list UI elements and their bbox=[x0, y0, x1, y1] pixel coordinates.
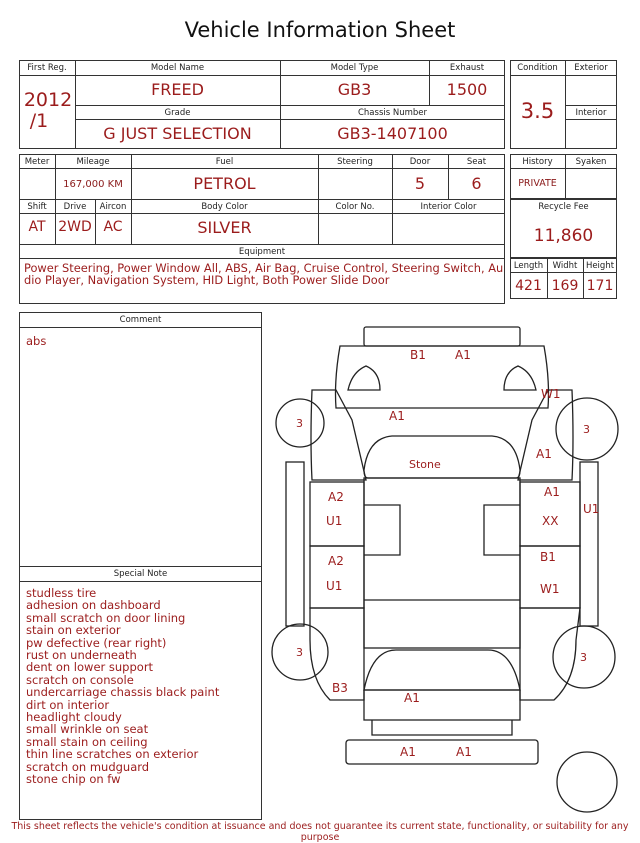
list-item: stain on exterior bbox=[26, 623, 121, 638]
width-value: 169 bbox=[551, 278, 579, 294]
windshield-outline bbox=[364, 436, 520, 478]
interior-label: Interior bbox=[575, 108, 607, 118]
mark-rear-door-left-2: U1 bbox=[326, 579, 343, 593]
model-type-value: GB3 bbox=[337, 80, 372, 99]
special-note-list bbox=[26, 587, 256, 786]
rear-bumper-outline bbox=[346, 740, 538, 764]
mark-hood: A1 bbox=[389, 409, 405, 423]
fuel-value: PETROL bbox=[193, 174, 256, 193]
history-value: PRIVATE bbox=[518, 178, 557, 189]
list-item: dent on lower support bbox=[26, 660, 154, 675]
mark-tire-rear-left: 3 bbox=[296, 646, 303, 659]
shift-label: Shift bbox=[27, 202, 47, 212]
drive-label: Drive bbox=[63, 202, 87, 212]
syaken-label: Syaken bbox=[575, 157, 607, 167]
height-value: 171 bbox=[586, 278, 614, 294]
mark-tailgate: A1 bbox=[404, 691, 420, 705]
page-title: Vehicle Information Sheet bbox=[184, 18, 456, 42]
list-item: small scratch on door lining bbox=[26, 610, 186, 625]
comment-label: Comment bbox=[119, 315, 162, 325]
cabin-outline bbox=[364, 478, 520, 648]
comment-text: abs bbox=[26, 334, 47, 348]
mark-windshield: Stone bbox=[409, 458, 441, 471]
first-reg-month: /1 bbox=[29, 110, 49, 132]
list-item: scratch on mudguard bbox=[26, 759, 150, 774]
fuel-label: Fuel bbox=[215, 157, 234, 167]
exhaust-label: Exhaust bbox=[449, 63, 485, 73]
first-reg-label: First Reg. bbox=[27, 63, 67, 73]
mark-front-door-left-1: A2 bbox=[328, 490, 344, 504]
color-no-label: Color No. bbox=[335, 202, 375, 212]
interior-color-label: Interior Color bbox=[420, 202, 477, 212]
drive-value: 2WD bbox=[58, 219, 92, 235]
list-item: scratch on console bbox=[26, 672, 134, 687]
tire-spare bbox=[557, 752, 617, 812]
shift-value: AT bbox=[28, 219, 46, 235]
front-right-fender bbox=[518, 390, 573, 480]
door-label: Door bbox=[409, 157, 431, 167]
list-item: small stain on ceiling bbox=[26, 734, 148, 749]
mark-rear-bumper-1: A1 bbox=[400, 745, 416, 759]
model-name-value: FREED bbox=[151, 80, 204, 99]
tailgate-outline bbox=[364, 650, 520, 690]
mileage-label: Mileage bbox=[76, 157, 110, 167]
body-color-value: SILVER bbox=[197, 218, 252, 237]
mileage-value: 167,000 KM bbox=[63, 179, 123, 190]
mark-rear-door-left-1: A2 bbox=[328, 554, 344, 568]
mark-rear-door-right-1: B1 bbox=[540, 550, 556, 564]
mark-rear-quarter-left: B3 bbox=[332, 681, 348, 695]
first-reg-year: 2012 bbox=[23, 89, 73, 111]
equipment-line-2: dio Player, Navigation System, HID Light, Both Power Slide Door bbox=[24, 273, 390, 287]
mark-front-door-right-2: XX bbox=[542, 514, 559, 528]
aircon-label: Aircon bbox=[99, 202, 127, 212]
list-item: thin line scratches on exterior bbox=[26, 747, 199, 762]
mark-rear-bumper-2: A1 bbox=[456, 745, 472, 759]
equipment-line-1: Power Steering, Power Window All, ABS, Air Bag, Cruise Control, Steering Switch, Au bbox=[24, 261, 504, 275]
length-label: Length bbox=[513, 261, 544, 271]
seat-label: Seat bbox=[466, 157, 487, 167]
model-name-label: Model Name bbox=[150, 63, 205, 73]
special-note-label: Special Note bbox=[113, 569, 168, 579]
model-type-label: Model Type bbox=[330, 63, 379, 73]
recycle-fee-label: Recycle Fee bbox=[538, 202, 589, 212]
grade-value: G JUST SELECTION bbox=[103, 124, 252, 143]
mark-sill-right: U1 bbox=[583, 502, 600, 516]
height-label: Height bbox=[585, 261, 615, 271]
list-item: pw defective (rear right) bbox=[26, 635, 167, 650]
list-item: rust on underneath bbox=[26, 648, 137, 663]
recycle-fee-value: 11,860 bbox=[533, 226, 594, 246]
condition-score: 3.5 bbox=[520, 99, 555, 123]
front-left-fender bbox=[311, 390, 366, 480]
aircon-value: AC bbox=[103, 219, 123, 235]
mark-front-bumper-1: B1 bbox=[410, 348, 426, 362]
left-sill bbox=[286, 462, 304, 626]
seat-value: 6 bbox=[471, 174, 482, 193]
front-bumper-outline bbox=[364, 327, 520, 346]
condition-label: Condition bbox=[517, 63, 558, 73]
list-item: headlight cloudy bbox=[26, 710, 122, 725]
right-sill bbox=[580, 462, 598, 626]
list-item: stone chip on fw bbox=[26, 772, 121, 787]
mark-tire-front-left: 3 bbox=[296, 417, 303, 430]
mark-tire-front-right: 3 bbox=[583, 423, 590, 436]
vehicle-damage-diagram bbox=[266, 318, 626, 820]
mark-front-door-left-2: U1 bbox=[326, 514, 343, 528]
width-label: Widht bbox=[552, 261, 578, 271]
list-item: undercarriage chassis black paint bbox=[26, 685, 220, 700]
length-value: 421 bbox=[515, 278, 542, 294]
list-item: studless tire bbox=[26, 586, 97, 600]
history-label: History bbox=[522, 157, 553, 167]
list-item: adhesion on dashboard bbox=[26, 598, 161, 613]
disclaimer-footer: This sheet reflects the vehicle's condition at issuance and does not guarantee its current state, functionality, or suitability for any purpose bbox=[11, 821, 629, 843]
mark-rear-door-right-2: W1 bbox=[540, 582, 560, 596]
steering-label: Steering bbox=[337, 157, 373, 167]
door-value: 5 bbox=[414, 174, 426, 193]
list-item: small wrinkle on seat bbox=[26, 722, 149, 737]
rear-right-quarter bbox=[520, 608, 580, 700]
mark-front-door-right-1: A1 bbox=[544, 485, 560, 499]
chassis-label: Chassis Number bbox=[357, 108, 428, 118]
mark-front-bumper-2: A1 bbox=[455, 348, 471, 362]
mark-windshield-right: W1 bbox=[541, 387, 561, 401]
chassis-value: GB3-1407100 bbox=[337, 124, 448, 143]
meter-label: Meter bbox=[24, 157, 50, 167]
list-item: dirt on interior bbox=[26, 697, 110, 712]
mark-tire-rear-right: 3 bbox=[580, 651, 587, 664]
body-color-label: Body Color bbox=[201, 202, 248, 212]
exhaust-value: 1500 bbox=[446, 80, 488, 99]
front-outline bbox=[336, 346, 549, 408]
exterior-label: Exterior bbox=[574, 63, 608, 73]
equipment-label: Equipment bbox=[238, 247, 286, 257]
mark-fender-right: A1 bbox=[536, 447, 552, 461]
grade-label: Grade bbox=[164, 108, 191, 118]
